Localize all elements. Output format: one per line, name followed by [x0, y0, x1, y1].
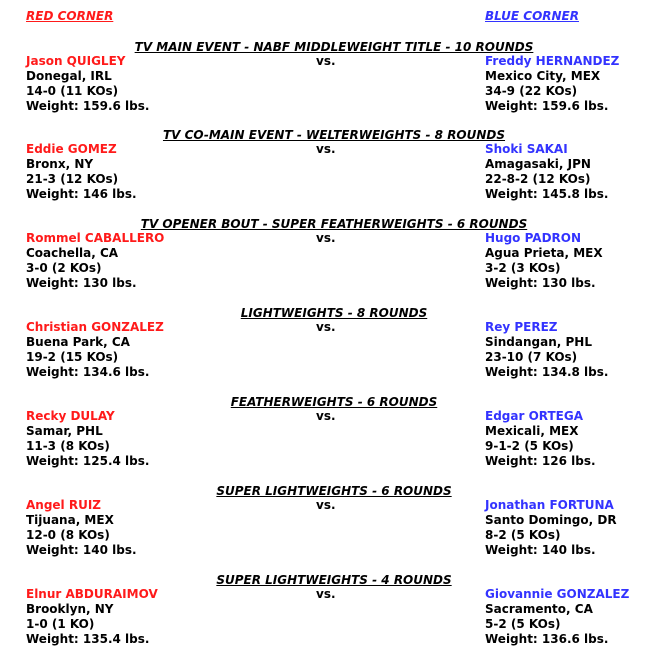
blue-fighter	[485, 587, 629, 647]
fighter-hometown: Amagasaki, JPN	[485, 157, 591, 171]
bout	[0, 40, 668, 128]
blue-fighter	[485, 320, 608, 380]
bout-title: TV CO-MAIN EVENT - WELTERWEIGHTS - 8 ROUNDS	[162, 128, 506, 142]
fighter-weight: Weight: 159.6 lbs.	[26, 99, 150, 113]
fighter-weight: Weight: 126 lbs.	[485, 454, 596, 468]
vs-label: vs.	[316, 320, 336, 334]
fighter-weight: Weight: 145.8 lbs.	[485, 187, 609, 201]
fighter-weight: Weight: 146 lbs.	[26, 187, 137, 201]
red-fighter	[26, 231, 164, 291]
vs-label: vs.	[316, 498, 336, 512]
fighter-record: 9-1-2 (5 KOs)	[485, 439, 574, 453]
fighter-weight: Weight: 140 lbs.	[485, 543, 596, 557]
fighter-record: 3-0 (2 KOs)	[26, 261, 102, 275]
blue-fighter	[485, 409, 596, 469]
fighter-hometown: Agua Prieta, MEX	[485, 246, 603, 260]
fighter-name: Rey PEREZ	[485, 320, 558, 334]
fighter-hometown: Sacramento, CA	[485, 602, 593, 616]
bout	[0, 128, 668, 216]
vs-label: vs.	[316, 587, 336, 601]
fighter-name: Christian GONZALEZ	[26, 320, 164, 334]
fighter-record: 1-0 (1 KO)	[26, 617, 95, 631]
fighter-weight: Weight: 134.6 lbs.	[26, 365, 150, 379]
bout-title: LIGHTWEIGHTS - 8 ROUNDS	[240, 306, 428, 320]
fighter-name: Elnur ABDURAIMOV	[26, 587, 158, 601]
fighter-hometown: Buena Park, CA	[26, 335, 130, 349]
blue-fighter	[485, 142, 608, 202]
red-fighter	[26, 54, 149, 114]
fighter-weight: Weight: 159.6 lbs.	[485, 99, 609, 113]
fighter-record: 23-10 (7 KOs)	[485, 350, 578, 364]
bout-title: TV OPENER BOUT - SUPER FEATHERWEIGHTS - 6 ROUNDS	[140, 217, 528, 231]
fighter-record: 3-2 (3 KOs)	[485, 261, 561, 275]
fighter-hometown: Bronx, NY	[26, 157, 94, 171]
red-fighter	[26, 587, 158, 647]
fighter-weight: Weight: 130 lbs.	[26, 276, 137, 290]
bout	[0, 395, 668, 483]
red-fighter	[26, 498, 137, 558]
fighter-name: Edgar ORTEGA	[485, 409, 583, 423]
fighter-hometown: Tijuana, MEX	[26, 513, 114, 527]
fighter-record: 11-3 (8 KOs)	[26, 439, 110, 453]
vs-label: vs.	[316, 231, 336, 245]
fighter-hometown: Mexicali, MEX	[485, 424, 579, 438]
fighter-name: Freddy HERNANDEZ	[485, 54, 620, 68]
fighter-record: 5-2 (5 KOs)	[485, 617, 561, 631]
bout-title: FEATHERWEIGHTS - 6 ROUNDS	[230, 395, 438, 409]
fighter-weight: Weight: 134.8 lbs.	[485, 365, 609, 379]
fighter-hometown: Donegal, IRL	[26, 69, 112, 83]
fighter-name: Eddie GOMEZ	[26, 142, 117, 156]
fighter-name: Jason QUIGLEY	[26, 54, 126, 68]
fighter-record: 12-0 (8 KOs)	[26, 528, 110, 542]
fighter-hometown: Sindangan, PHL	[485, 335, 592, 349]
vs-label: vs.	[316, 54, 336, 68]
fighter-weight: Weight: 130 lbs.	[485, 276, 596, 290]
bout-title: SUPER LIGHTWEIGHTS - 6 ROUNDS	[216, 484, 452, 498]
fighter-hometown: Samar, PHL	[26, 424, 103, 438]
vs-label: vs.	[316, 142, 336, 156]
bout-title: SUPER LIGHTWEIGHTS - 4 ROUNDS	[216, 573, 452, 587]
red-fighter	[26, 409, 149, 469]
fighter-name: Recky DULAY	[26, 409, 115, 423]
fighter-weight: Weight: 140 lbs.	[26, 543, 137, 557]
fighter-record: 19-2 (15 KOs)	[26, 350, 119, 364]
red-corner-header: RED CORNER	[26, 9, 114, 23]
fighter-record: 22-8-2 (12 KOs)	[485, 172, 591, 186]
blue-fighter	[485, 54, 619, 114]
bout-title: TV MAIN EVENT - NABF MIDDLEWEIGHT TITLE - 10 ROUNDS	[134, 40, 534, 54]
fighter-name: Shoki SAKAI	[485, 142, 568, 156]
fighter-hometown: Santo Domingo, DR	[485, 513, 617, 527]
vs-label: vs.	[316, 409, 336, 423]
blue-fighter	[485, 231, 603, 291]
fighter-weight: Weight: 136.6 lbs.	[485, 632, 609, 646]
fighter-record: 21-3 (12 KOs)	[26, 172, 119, 186]
fighter-hometown: Mexico City, MEX	[485, 69, 601, 83]
fighter-name: Angel RUIZ	[26, 498, 101, 512]
fighter-record: 14-0 (11 KOs)	[26, 84, 119, 98]
fighter-record: 8-2 (5 KOs)	[485, 528, 561, 542]
red-fighter	[26, 142, 137, 202]
fighter-hometown: Brooklyn, NY	[26, 602, 114, 616]
blue-corner-header: BLUE CORNER	[485, 9, 579, 23]
bout	[0, 217, 668, 305]
fighter-name: Jonathan FORTUNA	[485, 498, 614, 512]
fighter-hometown: Coachella, CA	[26, 246, 119, 260]
fighter-name: Rommel CABALLERO	[26, 231, 165, 245]
fighter-weight: Weight: 125.4 lbs.	[26, 454, 150, 468]
bout	[0, 306, 668, 394]
bout	[0, 573, 668, 661]
fighter-record: 34-9 (22 KOs)	[485, 84, 578, 98]
blue-fighter	[485, 498, 617, 558]
red-fighter	[26, 320, 164, 380]
fighter-name: Giovannie GONZALEZ	[485, 587, 630, 601]
fighter-name: Hugo PADRON	[485, 231, 582, 245]
fighter-weight: Weight: 135.4 lbs.	[26, 632, 150, 646]
bout	[0, 484, 668, 572]
